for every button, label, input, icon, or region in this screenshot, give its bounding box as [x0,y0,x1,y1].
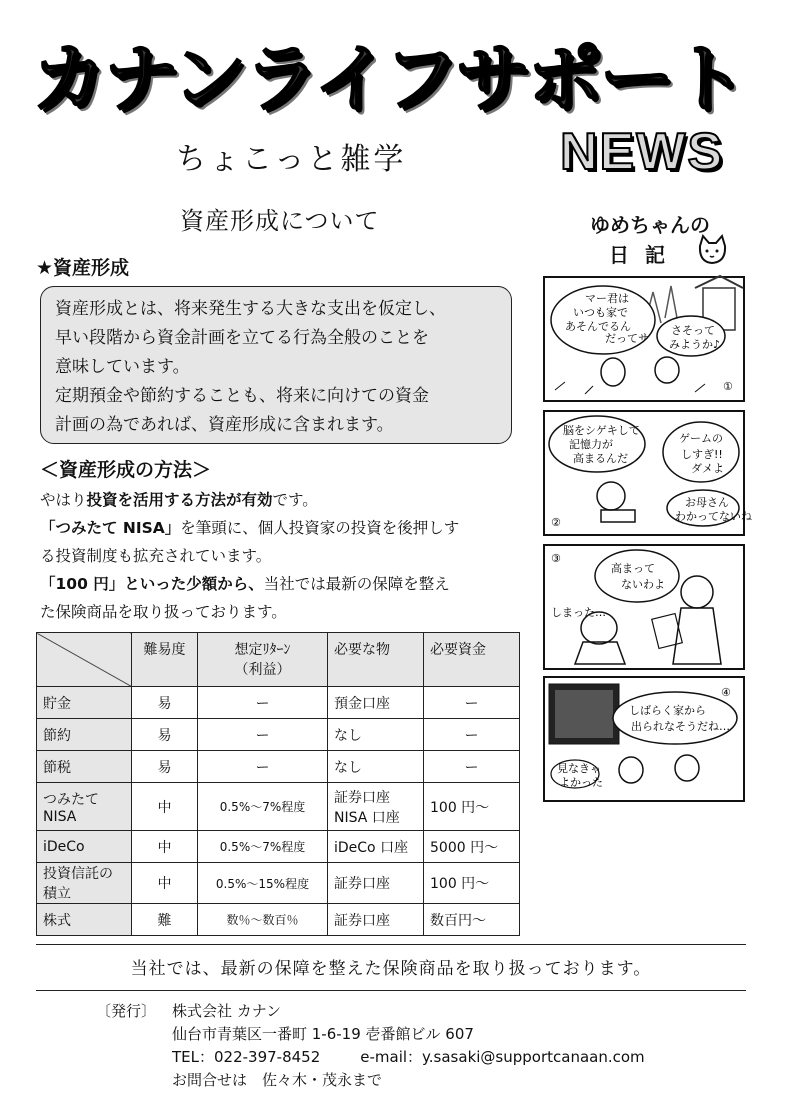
bubble-text: あそんでるん [565,320,631,333]
cell-funds: ー [424,687,520,719]
news-logo: NEWS [560,123,724,181]
divider [36,990,746,991]
column-subtitle: ちょこっと雑学 [176,142,407,177]
bubble-text: しばらく家から [629,704,706,717]
definition-box [40,286,512,444]
cat-mascot-icon [694,232,730,268]
panel-number: ① [723,380,733,393]
side-caption: しまった… [551,606,606,619]
publisher-label: 〔発行〕 [96,1002,157,1020]
bubble-text: ゲームの [679,432,723,445]
table-row [37,863,520,904]
table-row [37,751,520,783]
email-link[interactable]: e-mail：y.sasaki@supportcanaan.com [360,1048,645,1066]
cell-return: ー [198,719,328,751]
cell-difficulty: 中 [132,783,198,831]
notice-text: 当社では、最新の保障を整えた保険商品を取り扱っております。 [130,959,652,979]
cell-required: 証券口座 [328,863,424,904]
cell-required: なし [328,719,424,751]
header-difficulty: 難易度 [132,633,198,687]
definition-line: 計画の為であれば、資産形成に含まれます。 [55,415,394,435]
cell-required: 預金口座 [328,687,424,719]
panel-number: ④ [721,686,731,699]
row-name: 株式 [37,904,132,936]
comic-panel-4 [543,676,745,802]
table-row [37,687,520,719]
header-return: 想定ﾘﾀｰﾝ （利益） [198,633,328,687]
comic-panel-3 [543,544,745,670]
row-name: つみたて NISA [37,783,132,831]
contact: お問合せは 佐々木・茂永まで [172,1071,383,1089]
row-name: 貯金 [37,687,132,719]
header-required: 必要な物 [328,633,424,687]
bubble-text: 見なきゃ [557,762,601,775]
bubble-text: わかってないね [675,510,752,523]
company-name: 株式会社 カナン [172,1002,282,1020]
tel: TEL：022-397-8452 [172,1048,321,1066]
table-row [37,783,520,831]
table-row [37,904,520,936]
panel-number: ② [551,516,561,529]
bubble-text: ダメよ [691,462,724,475]
cell-required: 証券口座 [328,904,424,936]
bubble-text: ないわよ [621,578,665,591]
table-row [37,719,520,751]
method-line: る投資制度も拡充されています。 [40,547,272,565]
table-header-row [37,633,520,687]
cell-return: 数％～数百％ [198,904,328,936]
bubble-text: よかった [559,776,603,789]
comparison-table [36,632,520,936]
bubble-text: お母さん [685,496,729,509]
comic-panel-2 [543,410,752,536]
bubble-text: マー君は [585,292,629,305]
section-heading: ★資産形成 [36,257,130,279]
method-line: やはり投資を活用する方法が有効です。 [40,491,318,509]
method-line: 「つみたて NISA」を筆頭に、個人投資家の投資を後押しす [40,519,460,537]
address: 仙台市青葉区一番町 1-6-19 壱番館ビル 607 [172,1025,474,1043]
cell-return: 0.5%～7%程度 [198,831,328,863]
cell-difficulty: 易 [132,687,198,719]
cell-difficulty: 中 [132,863,198,904]
method-heading: ＜資産形成の方法＞ [40,459,212,481]
method-line: 「100 円」といった少額から、当社では最新の保障を整え [40,575,450,593]
cell-return: 0.5%～7%程度 [198,783,328,831]
definition-line: 意味しています。 [55,357,190,377]
article-title: 資産形成について [180,207,380,235]
cell-return: ー [198,751,328,783]
row-name: 節約 [37,719,132,751]
bubble-text: いつも家で [573,306,628,319]
masthead-title: カナンライフサポート [32,36,744,122]
bubble-text: 高まって [611,562,655,575]
cell-funds: 数百円～ [424,904,520,936]
cell-return: ー [198,687,328,719]
cell-difficulty: 易 [132,751,198,783]
row-name: 投資信託の積立 [37,863,132,904]
cell-difficulty: 中 [132,831,198,863]
header-funds: 必要資金 [424,633,520,687]
cell-funds: ー [424,751,520,783]
cell-difficulty: 難 [132,904,198,936]
bubble-text: だってサ [605,332,649,345]
cell-required: なし [328,751,424,783]
bubble-text: 出られなそうだね… [631,720,730,733]
method-body [40,486,520,626]
cell-return: 0.5%～15%程度 [198,863,328,904]
definition-line: 早い段階から資金計画を立てる行為全般のことを [55,328,429,348]
bubble-text: 記憶力が [569,438,613,451]
cell-funds: ー [424,719,520,751]
comic-panel-1 [543,276,745,402]
cell-difficulty: 易 [132,719,198,751]
cell-funds: 100 円～ [424,863,520,904]
bubble-text: 高まるんだ [573,452,628,465]
table-corner-cell [37,633,132,687]
bubble-text: 脳をシゲキして [563,424,640,437]
cell-required: 証券口座 NISA 口座 [328,783,424,831]
publisher-block [96,1000,736,1094]
bubble-text: しすぎ!! [681,448,723,461]
cell-funds: 5000 円～ [424,831,520,863]
row-name: iDeCo [37,831,132,863]
definition-line: 定期預金や節約することも、将来に向けての資金 [55,386,429,406]
definition-line: 資産形成とは、将来発生する大きな支出を仮定し、 [55,299,446,319]
cell-funds: 100 円～ [424,783,520,831]
comic-title: ゆめちゃんの 日記 [590,213,710,267]
panel-number: ③ [551,552,561,565]
cell-required: iDeCo 口座 [328,831,424,863]
row-name: 節税 [37,751,132,783]
table-row [37,831,520,863]
bubble-text: みようか♪ [669,338,721,351]
divider [36,944,746,945]
bubble-text: さそって [671,324,715,337]
method-line: た保険商品を取り扱っております。 [40,603,287,621]
